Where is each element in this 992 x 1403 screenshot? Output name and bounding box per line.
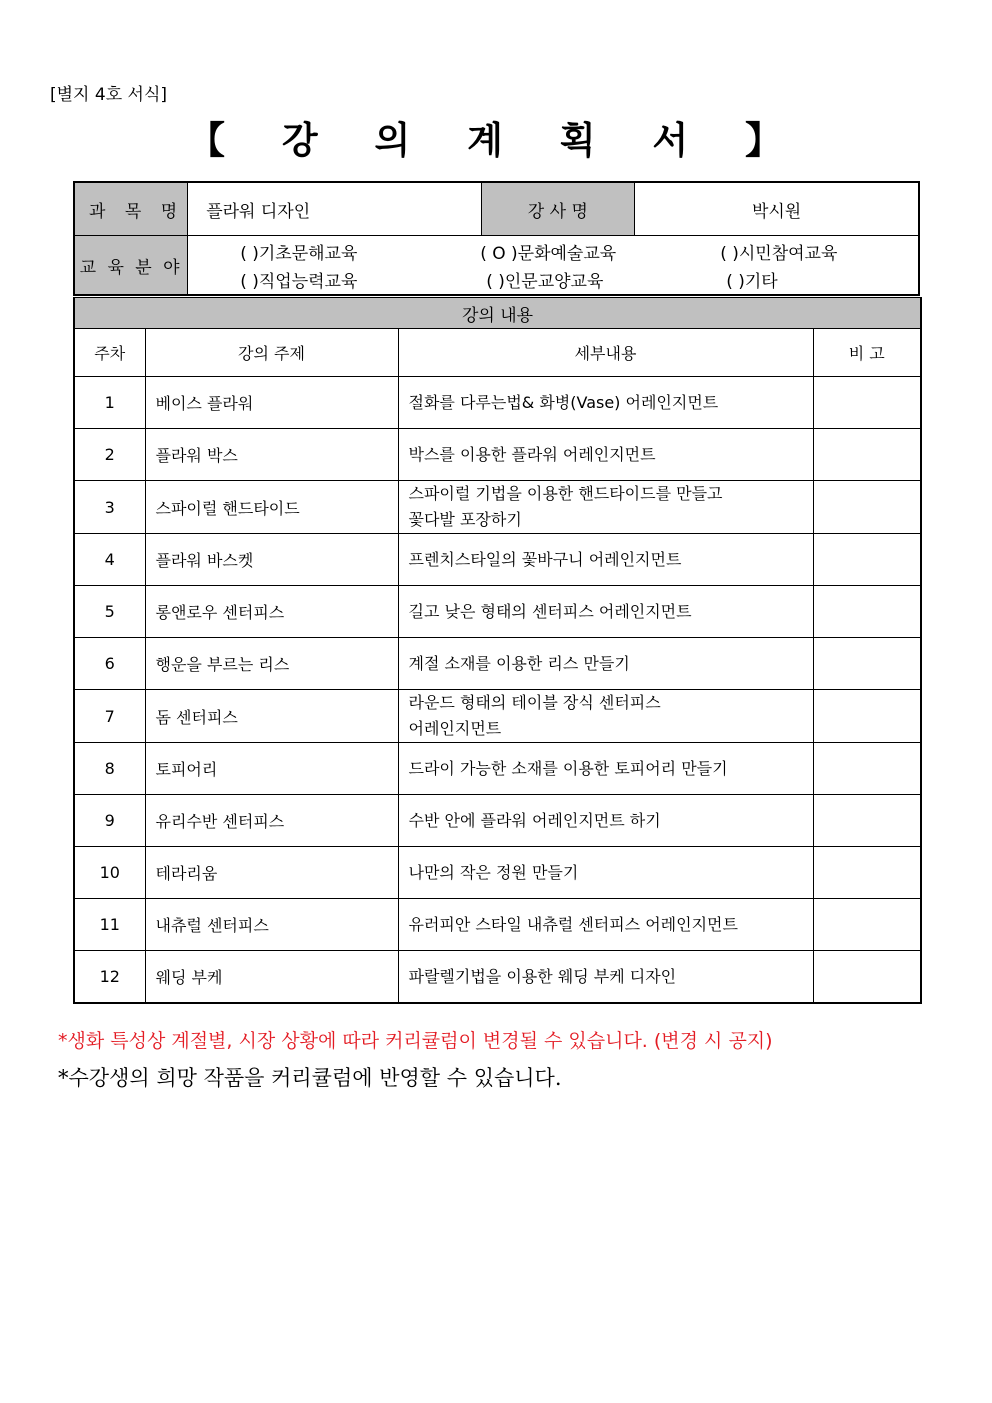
course-label-char-3: 명 (160, 201, 182, 222)
detail-cell: 라운드 형태의 테이블 장식 센터피스 어레인지먼트 (398, 690, 813, 743)
education-field-label: 교 육 분 야 (74, 236, 188, 296)
course-name-value: 플라워 디자인 (188, 182, 481, 236)
note-cell (813, 534, 921, 586)
topic-cell: 플라워 박스 (145, 429, 398, 481)
table-row (74, 481, 921, 534)
week-cell: 8 (74, 743, 145, 795)
topic-cell: 테라리움 (145, 847, 398, 899)
topic-cell: 돔 센터피스 (145, 690, 398, 743)
form-number-label: [별지 4호 서식] (50, 85, 167, 105)
field-option-other: ( )기타 (726, 271, 778, 292)
student-request-notice: *수강생의 희망 작품을 커리큘럼에 반영할 수 있습니다. (58, 1066, 562, 1090)
detail-cell: 길고 낮은 형태의 센터피스 어레인지먼트 (398, 586, 813, 638)
detail-cell: 파랄렐기법을 이용한 웨딩 부케 디자인 (398, 951, 813, 1004)
field-option-basic-literacy: ( )기초문해교육 (240, 243, 358, 264)
detail-cell: 유러피안 스타일 내츄럴 센터피스 어레인지먼트 (398, 899, 813, 951)
table-row (74, 690, 921, 743)
field-options-row-1 (188, 237, 918, 265)
table-row (74, 429, 921, 481)
detail-cell: 박스를 이용한 플라워 어레인지먼트 (398, 429, 813, 481)
table-row (74, 743, 921, 795)
course-label-char-2: 목 (124, 201, 146, 222)
document-title: 【 강 의 계 획 서 】 (188, 119, 804, 162)
field-option-civic-participation: ( )시민참여교육 (720, 243, 838, 264)
week-cell: 10 (74, 847, 145, 899)
topic-cell: 내츄럴 센터피스 (145, 899, 398, 951)
note-cell (813, 429, 921, 481)
week-cell: 3 (74, 481, 145, 534)
detail-cell: 프렌치스타일의 꽃바구니 어레인지먼트 (398, 534, 813, 586)
lecture-content-table (73, 297, 922, 1004)
table-row (74, 951, 921, 1004)
topic-cell: 유리수반 센터피스 (145, 795, 398, 847)
curriculum-change-notice: *생화 특성상 계절별, 시장 상황에 따라 커리큘럼이 변경될 수 있습니다. (변경 시 공지) (58, 1030, 773, 1052)
field-option-culture-arts: ( O )문화예술교육 (480, 243, 617, 264)
lecture-section-title: 강의 내용 (74, 298, 921, 329)
week-cell: 5 (74, 586, 145, 638)
header-week: 주차 (74, 329, 145, 377)
note-cell (813, 586, 921, 638)
note-cell (813, 638, 921, 690)
note-cell (813, 795, 921, 847)
week-cell: 2 (74, 429, 145, 481)
note-cell (813, 899, 921, 951)
instructor-label: 강 사 명 (481, 182, 635, 236)
detail-cell: 수반 안에 플라워 어레인지먼트 하기 (398, 795, 813, 847)
course-name-label (74, 182, 188, 236)
table-row (74, 377, 921, 429)
detail-cell: 나만의 작은 정원 만들기 (398, 847, 813, 899)
note-cell (813, 951, 921, 1004)
topic-cell: 토피어리 (145, 743, 398, 795)
field-options-row-2 (188, 265, 918, 293)
topic-cell: 행운을 부르는 리스 (145, 638, 398, 690)
header-note: 비 고 (813, 329, 921, 377)
header-topic: 강의 주제 (145, 329, 398, 377)
header-detail: 세부내용 (398, 329, 813, 377)
table-row (74, 534, 921, 586)
week-cell: 7 (74, 690, 145, 743)
detail-cell: 스파이럴 기법을 이용한 핸드타이드를 만들고 꽃다발 포장하기 (398, 481, 813, 534)
field-option-humanities: ( )인문교양교육 (486, 271, 604, 292)
note-cell (813, 847, 921, 899)
topic-cell: 스파이럴 핸드타이드 (145, 481, 398, 534)
note-cell (813, 377, 921, 429)
table-row (74, 586, 921, 638)
week-cell: 1 (74, 377, 145, 429)
note-cell (813, 743, 921, 795)
detail-cell: 계절 소재를 이용한 리스 만들기 (398, 638, 813, 690)
detail-cell: 드라이 가능한 소재를 이용한 토피어리 만들기 (398, 743, 813, 795)
course-info-table (73, 181, 920, 296)
note-cell (813, 481, 921, 534)
education-field-options (188, 236, 919, 296)
table-row (74, 638, 921, 690)
week-cell: 9 (74, 795, 145, 847)
note-cell (813, 690, 921, 743)
instructor-value: 박시원 (635, 182, 919, 236)
table-row (74, 795, 921, 847)
topic-cell: 베이스 플라워 (145, 377, 398, 429)
week-cell: 4 (74, 534, 145, 586)
topic-cell: 웨딩 부케 (145, 951, 398, 1004)
detail-cell: 절화를 다루는법& 화병(Vase) 어레인지먼트 (398, 377, 813, 429)
topic-cell: 플라워 바스켓 (145, 534, 398, 586)
course-label-char-1: 과 (89, 201, 110, 222)
field-option-vocational: ( )직업능력교육 (240, 271, 358, 292)
week-cell: 11 (74, 899, 145, 951)
week-cell: 6 (74, 638, 145, 690)
table-row (74, 899, 921, 951)
topic-cell: 롱앤로우 센터피스 (145, 586, 398, 638)
week-cell: 12 (74, 951, 145, 1004)
table-row (74, 847, 921, 899)
